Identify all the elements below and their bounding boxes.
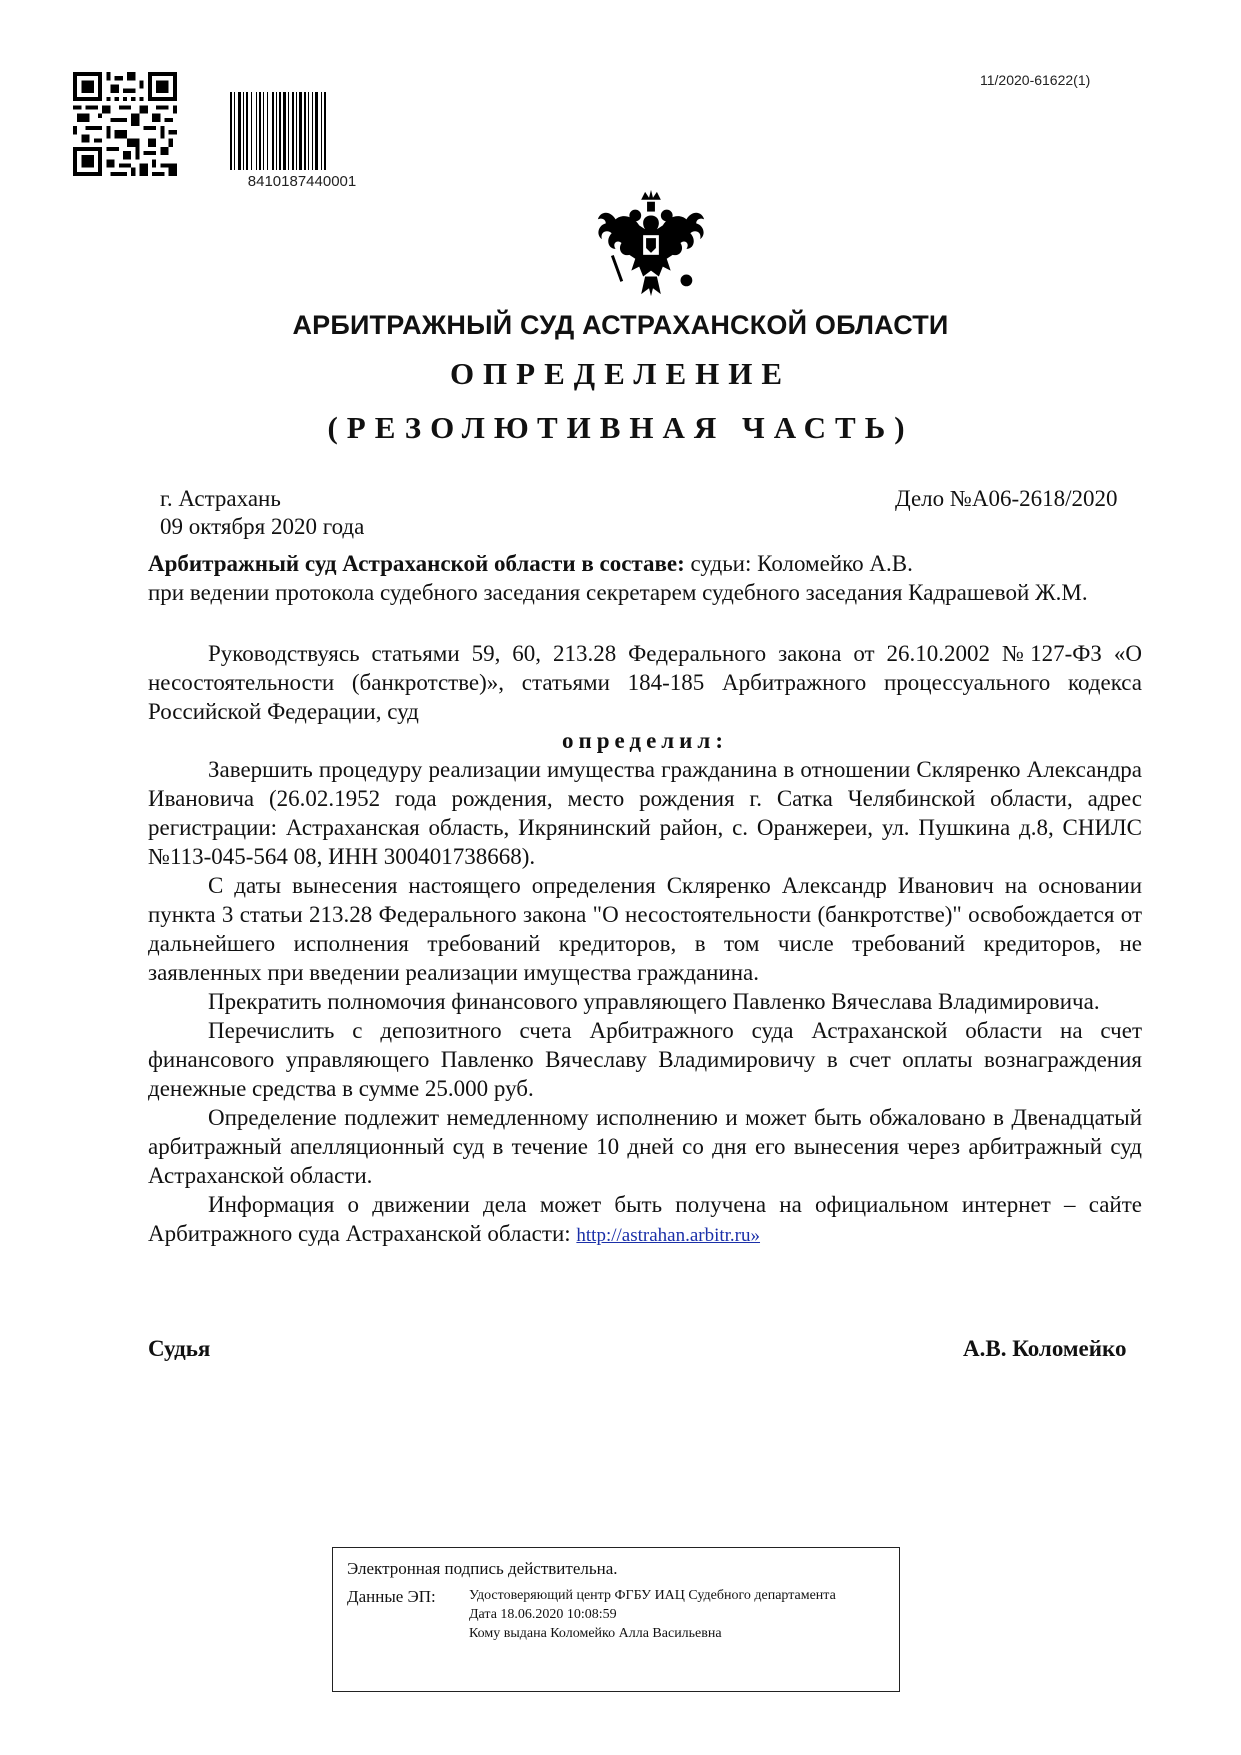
barcode-digits: 8410187440001 bbox=[247, 173, 357, 190]
paragraph-info bbox=[148, 1190, 1142, 1250]
grounds-paragraph: Руководствуясь статьями 59, 60, 213.28 Федерального закона от 26.10.2002 №127-ФЗ «О несостоятельности (банкротстве)», статьями 184-185 Арбитражного процессуального кодекса Российской Федерации, суд bbox=[148, 641, 1142, 724]
e-signature-data bbox=[347, 1586, 885, 1643]
date: 09 октября 2020 года bbox=[160, 514, 365, 539]
barcode-bar bbox=[230, 92, 232, 170]
e-signature-status: Электронная подпись действительна. bbox=[347, 1559, 618, 1578]
barcode-bar bbox=[234, 92, 235, 170]
barcode-bar bbox=[308, 92, 309, 170]
barcode-bar bbox=[283, 92, 286, 170]
barcode-bar bbox=[246, 92, 248, 170]
e-signature-date: Дата 18.06.2020 10:08:59 bbox=[469, 1607, 617, 1622]
court-name: АРБИТРАЖНЫЙ СУД АСТРАХАНСКОЙ ОБЛАСТИ bbox=[292, 310, 949, 340]
barcode-bar bbox=[312, 92, 313, 170]
judge-name: А.В. Коломейко bbox=[963, 1336, 1127, 1361]
barcode-bar bbox=[315, 92, 318, 170]
barcode-bar bbox=[299, 92, 302, 170]
secretary-line: при ведении протокола судебного заседания секретарем судебного заседания Кадрашевой Ж.М. bbox=[148, 580, 1088, 605]
judge-label: Судья bbox=[148, 1336, 211, 1361]
paragraph-appeal: Определение подлежит немедленному исполнению и может быть обжаловано в Двенадцатый арбитражный апелляционный суд в течение 10 дней со дня его вынесения через арбитражный суд Астраханской области. bbox=[148, 1105, 1142, 1188]
barcode-bar bbox=[272, 92, 274, 170]
paragraph-complete-procedure: Завершить процедуру реализации имущества гражданина в отношении Скляренко Александра Ивановича (26.02.1952 года рождения, место рождения г. Сатка Челябинской области, адрес регистрации: Астраханская область, Икрянинский район, с. Оранжереи, ул. Пушкина д.8, СНИЛС №113-045-564 08, ИНН 300401738668). bbox=[148, 757, 1142, 869]
e-signature-box bbox=[332, 1547, 900, 1692]
qr-code bbox=[73, 72, 177, 176]
barcode-bar bbox=[267, 92, 268, 170]
city: г. Астрахань bbox=[160, 486, 281, 511]
paragraph-release: С даты вынесения настоящего определения Скляренко Александр Иванович на основании пункта 3 статьи 213.28 Федерального закона "О несостоятельности (банкротстве)" освобождается от дальнейшего исполнения требований кредиторов, в том числе требований кредиторов, не заявленных при введении реализации имущества гражданина. bbox=[148, 873, 1142, 985]
paragraph-transfer: Перечислить с депозитного счета Арбитражного суда Астраханской области на счет финансового управляющего Павленко Вячеславу Владимировичу в счет оплаты вознаграждения денежные средства в сумме 25.000 руб. bbox=[148, 1018, 1142, 1101]
e-signature-owner: Кому выдана Коломейко Алла Васильевна bbox=[469, 1626, 722, 1641]
case-number: Дело №А06-2618/2020 bbox=[895, 486, 1118, 511]
document-type: ОПРЕДЕЛЕНИЕ bbox=[449, 356, 792, 391]
barcode-bar bbox=[251, 92, 252, 170]
e-signature-label: Данные ЭП: bbox=[347, 1587, 436, 1606]
barcode-bar bbox=[259, 92, 261, 170]
document-body bbox=[148, 549, 1142, 1250]
info-text: Информация о движении дела может быть получена на официальном интернет – сайте Арбитражного суда Астраханской области: bbox=[148, 1192, 1142, 1246]
barcode-bar bbox=[279, 92, 281, 170]
barcode-bar bbox=[292, 92, 294, 170]
barcode-bar bbox=[324, 92, 326, 170]
barcode-bar bbox=[288, 92, 289, 170]
registration-number: 11/2020-61622(1) bbox=[980, 72, 1091, 88]
barcode-bar bbox=[304, 92, 306, 170]
court-composition bbox=[148, 549, 1142, 578]
document-subtype: (РЕЗОЛЮТИВНАЯ ЧАСТЬ) bbox=[327, 410, 914, 445]
barcode-bars bbox=[228, 92, 376, 170]
barcode bbox=[228, 92, 376, 190]
e-signature-details bbox=[469, 1586, 836, 1643]
composition-bold: Арбитражный суд Астраханской области в составе: bbox=[148, 551, 685, 576]
court-website-link[interactable]: http://astrahan.arbitr.ru» bbox=[576, 1225, 761, 1246]
barcode-bar bbox=[263, 92, 264, 170]
barcode-bar bbox=[321, 92, 322, 170]
paragraph-terminate: Прекратить полномочия финансового управляющего Павленко Вячеслава Владимировича. bbox=[208, 989, 1100, 1014]
barcode-bar bbox=[276, 92, 277, 170]
coat-of-arms-emblem bbox=[592, 186, 710, 304]
barcode-bar bbox=[243, 92, 244, 170]
barcode-bar bbox=[296, 92, 297, 170]
e-signature-issuer: Удостоверяющий центр ФГБУ ИАЦ Судебного департамента bbox=[469, 1588, 836, 1603]
barcode-bar bbox=[238, 92, 241, 170]
composition-judge: судьи: Коломейко А.В. bbox=[684, 551, 913, 576]
barcode-bar bbox=[256, 92, 257, 170]
ordered-heading: определил: bbox=[561, 728, 728, 753]
